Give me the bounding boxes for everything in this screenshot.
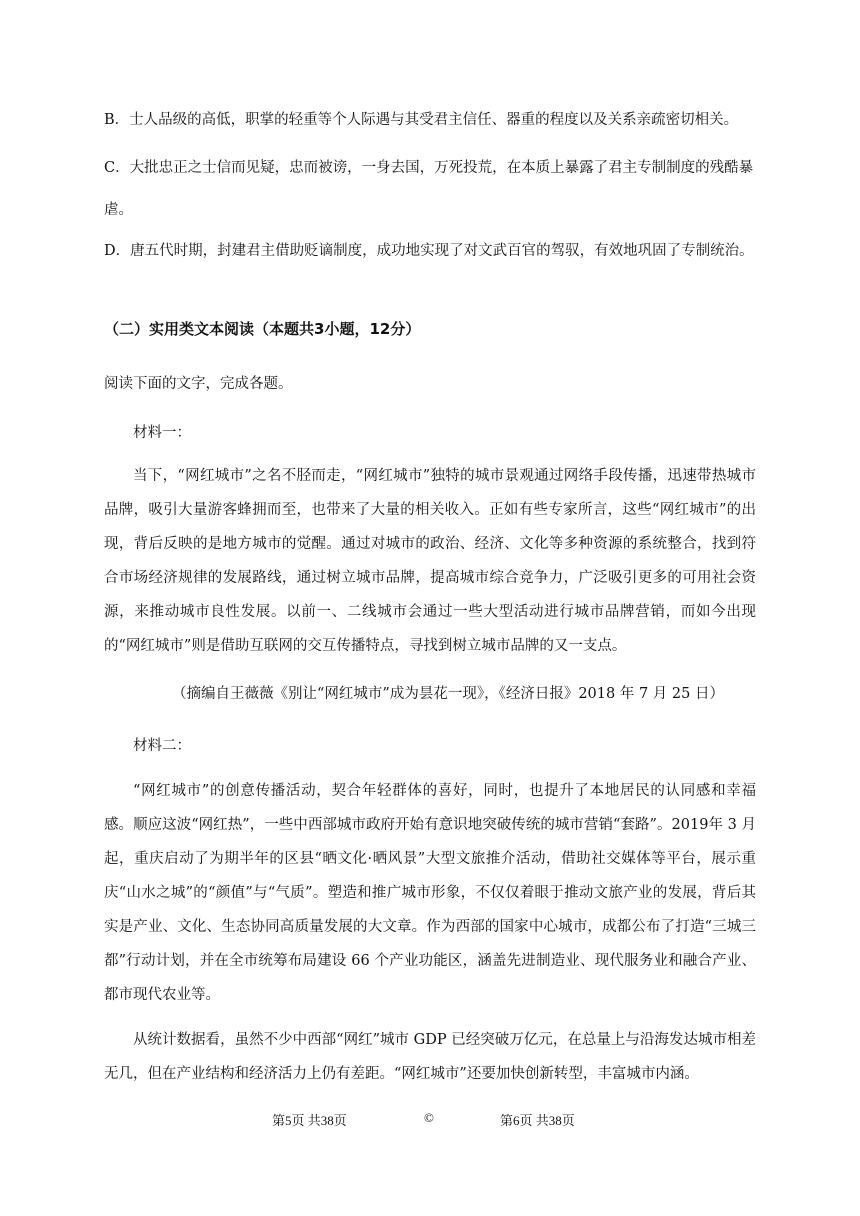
material-one-source: （摘编自王薇薇《别让“网红城市”成为昙花一现》，《经济日报》2018 年 7 月 25 日） [172, 686, 724, 702]
copyright-symbol: © [424, 1110, 434, 1125]
option-d: D．唐五代时期，封建君主借助贬谪制度，成功地实现了对文武百官的驾驭，有效地巩固了专制统治。 [104, 243, 754, 259]
option-c: C．大批忠正之士信而见疑，忠而被谤，一身去国，万死投荒，在本质上暴露了君主专制制度的残酷暴虐。 [104, 160, 754, 218]
material-two-paragraph-1: “网红城市”的创意传播活动，契合年轻群体的喜好，同时，也提升了本地居民的认同感和幸福感。顺应这波“网红热”，一些中西部城市政府开始有意识地突破传统的城市营销“套路”。2019年 3 月起，重庆启动了为期半年的区县“晒文化·晒风景”大型文旅推介活动，借助社交媒体等平台，展示重庆“山水之城”的“颜值”与“气质”。塑造和推广城市形象，不仅仅着眼于推动文旅产业的发展，背后其实是产业、文化、生态协同高质量发展的大文章。作为西部的国家中心城市，成都公布了打造“三城三都”行动计划，并在全市统筹布局建设 66 个产业功能区，涵盖先进制造业、现代服务业和融合产业、都市现代农业等。 [104, 783, 756, 1003]
section-heading: （二）实用类文本阅读（本题共3小题，12分） [104, 320, 421, 338]
option-b: B．士人品级的高低，职掌的轻重等个人际遇与其受君主信任、器重的程度以及关系亲疏密切相关。 [104, 112, 739, 128]
page-number-left: 第5页 共38页 [272, 1113, 347, 1128]
material-one-body [104, 459, 756, 663]
material-two-body [104, 774, 756, 1012]
material-one-label: 材料一： [133, 425, 191, 441]
material-two-paragraph-2: 从统计数据看，虽然不少中西部“网红”城市 GDP 已经突破万亿元，在总量上与沿海发达城市相差无几，但在产业结构和经济活力上仍有差距。“网红城市”还要加快创新转型，丰富城市内涵。 [104, 1032, 756, 1082]
material-two-label: 材料二： [133, 738, 191, 754]
page-number-right: 第6页 共38页 [500, 1113, 575, 1128]
material-two-body-2 [104, 1023, 756, 1091]
instruction-text: 阅读下面的文字，完成各题。 [104, 376, 293, 392]
material-one-paragraph: 当下，“网红城市”之名不胫而走，“网红城市”独特的城市景观通过网络手段传播，迅速带热城市品牌，吸引大量游客蜂拥而至，也带来了大量的相关收入。正如有些专家所言，这些“网红城市”的出现，背后反映的是地方城市的觉醒。通过对城市的政治、经济、文化等多种资源的系统整合，找到符合市场经济规律的发展路线，通过树立城市品牌，提高城市综合竞争力，广泛吸引更多的可用社会资源，来推动城市良性发展。以前一、二线城市会通过一些大型活动进行城市品牌营销，而如今出现的“网红城市”则是借助互联网的交互传播特点，寻找到树立城市品牌的又一支点。 [104, 468, 756, 654]
